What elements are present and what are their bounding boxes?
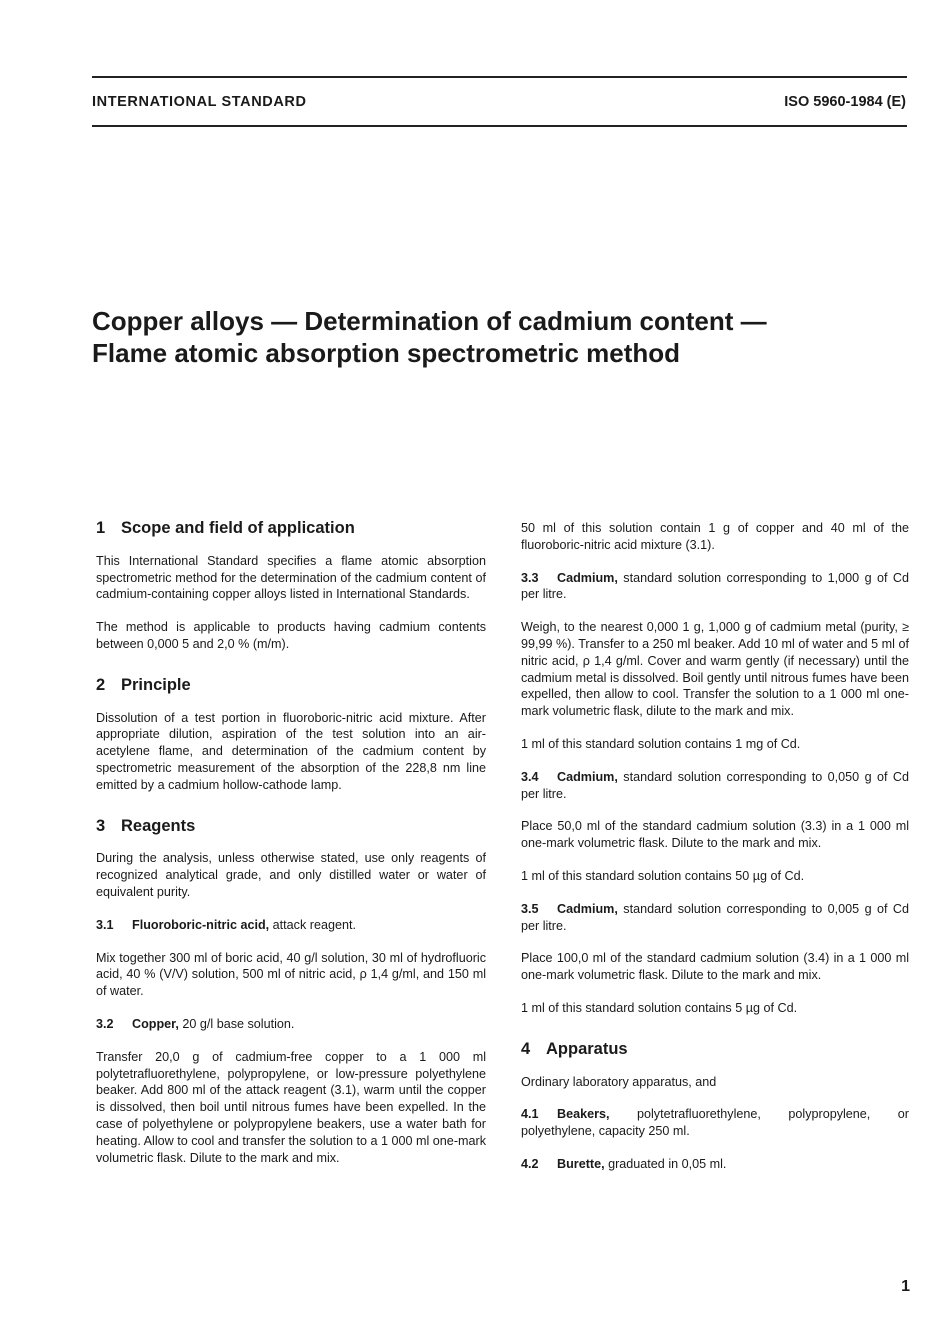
section-heading-scope — [96, 520, 486, 537]
right-column — [521, 520, 909, 1189]
clause-3-1 — [96, 917, 486, 934]
clause-3-5-paragraph-1: Place 100,0 ml of the standard cadmium solution (3.4) in a 1 000 ml one-mark volumetric flask. Dilute to the mark and mix. — [521, 951, 909, 983]
clause-3-4-paragraph-2: 1 ml of this standard solution contains 50 µg of Cd. — [521, 868, 805, 883]
clause-4-2 — [521, 1156, 909, 1173]
section-number: 2 — [96, 675, 106, 694]
clause-3-4 — [521, 769, 909, 803]
clause-description: attack reagent. — [269, 917, 356, 932]
header-standard-label: INTERNATIONAL STANDARD — [92, 94, 307, 110]
clause-number: 3.1 — [96, 917, 114, 932]
title-line-1: Copper alloys — Determination of cadmium content — — [92, 306, 767, 336]
clause-description: graduated in 0,05 ml. — [604, 1156, 727, 1171]
clause-number: 3.5 — [521, 901, 539, 916]
clause-3-3 — [521, 570, 909, 604]
section-heading-principle — [96, 677, 486, 694]
clause-description: standard solution corresponding to 0,050 g of Cd per litre. — [521, 769, 909, 801]
clause-number: 4.2 — [521, 1156, 539, 1171]
clause-name: Cadmium, — [557, 570, 618, 585]
section-title: Reagents — [121, 816, 196, 835]
header-rule-top — [92, 76, 907, 78]
clause-3-1-paragraph: Mix together 300 ml of boric acid, 40 g/l solution, 30 ml of hydrofluoric acid, 40 % (V/V) solution, 500 ml of nitric acid, ρ 1,4 g/ml, and 150 ml of water. — [96, 950, 486, 999]
clause-name: Fluoroboric-nitric acid, — [132, 917, 270, 932]
clause-3-5-paragraph-2: 1 ml of this standard solution contains 5 µg of Cd. — [521, 1000, 798, 1015]
scope-paragraph-1: This International Standard specifies a flame atomic absorption spectrometric method for the determination of the cadmium content of cadmium-containing copper alloys listed in International Standards. — [96, 553, 486, 602]
clause-description: standard solution corresponding to 1,000 g of Cd per litre. — [521, 570, 909, 602]
clause-name: Copper, — [132, 1016, 179, 1031]
clause-3-3-paragraph-2: 1 ml of this standard solution contains 1 mg of Cd. — [521, 736, 801, 751]
principle-paragraph: Dissolution of a test portion in fluoroboric-nitric acid mixture. After appropriate dilution, aspiration of the test solution into an air-acetylene flame, and determination of the cadmium content by spectrometric measurement of the absorption of the 228,8 nm line emitted by a cadmium hollow-cathode lamp. — [96, 710, 486, 792]
apparatus-paragraph: Ordinary laboratory apparatus, and — [521, 1074, 717, 1089]
clause-name: Burette, — [557, 1156, 605, 1171]
clause-3-3-paragraph-1: Weigh, to the nearest 0,000 1 g, 1,000 g of cadmium metal (purity, ≥ 99,99 %). Transfer to a 250 ml beaker. Add 10 ml of water and 5 ml of nitric acid, ρ 1,4 g/ml. Cover and warm gently (if necessary) until the cadmium metal is dissolved. Boil gently until nitrous fumes have been expelled, then allow to cool. Transfer the solution to a 1 000 ml one-mark volumetric flask, dilute to the mark and mix. — [521, 620, 909, 719]
clause-number: 3.2 — [96, 1016, 114, 1031]
clause-3-2-paragraph-1: Transfer 20,0 g of cadmium-free copper to a 1 000 ml polytetrafluorethylene, polypropylene, or low-pressure polyethylene beaker. Add 800 ml of the attack reagent (3.1), warm until the copper is dissolved, then boil until nitrous fumes have been expelled. In the case of polyethylene or polypropylene beakers, use a water bath for heating. Allow to cool and transfer the solution to a 1 000 ml one-mark volumetric flask. Dilute to the mark and mix. — [96, 1049, 486, 1165]
page-number: 1 — [901, 1278, 910, 1295]
clause-description: 20 g/l base solution. — [178, 1016, 295, 1031]
section-heading-apparatus — [521, 1041, 909, 1058]
clause-number: 3.4 — [521, 769, 539, 784]
section-number: 4 — [521, 1039, 531, 1058]
clause-description: standard solution corresponding to 0,005 g of Cd per litre. — [521, 901, 909, 933]
left-column — [96, 520, 486, 1182]
header-rule-bottom — [92, 125, 907, 127]
header-standard-number: ISO 5960-1984 (E) — [784, 94, 906, 110]
section-number: 1 — [96, 519, 106, 537]
clause-3-2-paragraph-2: 50 ml of this solution contain 1 g of copper and 40 ml of the fluoroboric-nitric acid mixture (3.1). — [521, 521, 909, 552]
clause-4-1 — [521, 1106, 909, 1140]
clause-number: 4.1 — [521, 1107, 539, 1122]
scope-paragraph-2: The method is applicable to products having cadmium contents between 0,000 5 and 2,0 % (m/m). — [96, 620, 486, 651]
reagents-paragraph: During the analysis, unless otherwise stated, use only reagents of recognized analytical grade, and only distilled water or water of equivalent purity. — [96, 851, 486, 899]
clause-name: Cadmium, — [557, 769, 618, 784]
document-title — [92, 305, 912, 369]
title-line-2: Flame atomic absorption spectrometric method — [92, 338, 681, 368]
section-title: Scope and field of application — [121, 519, 355, 537]
clause-name: Beakers, — [557, 1107, 610, 1122]
clause-description: polytetrafluorethylene, polypropylene, or polyethylene, capacity 250 ml. — [521, 1107, 909, 1139]
clause-name: Cadmium, — [557, 901, 618, 916]
clause-number: 3.3 — [521, 570, 539, 585]
section-title: Principle — [121, 675, 191, 694]
clause-3-2 — [96, 1016, 486, 1033]
section-number: 3 — [96, 816, 106, 835]
clause-3-4-paragraph-1: Place 50,0 ml of the standard cadmium solution (3.3) in a 1 000 ml one-mark volumetric flask. Dilute to the mark and mix. — [521, 819, 909, 851]
section-heading-reagents — [96, 818, 486, 835]
clause-3-5 — [521, 901, 909, 935]
section-title: Apparatus — [546, 1039, 628, 1058]
